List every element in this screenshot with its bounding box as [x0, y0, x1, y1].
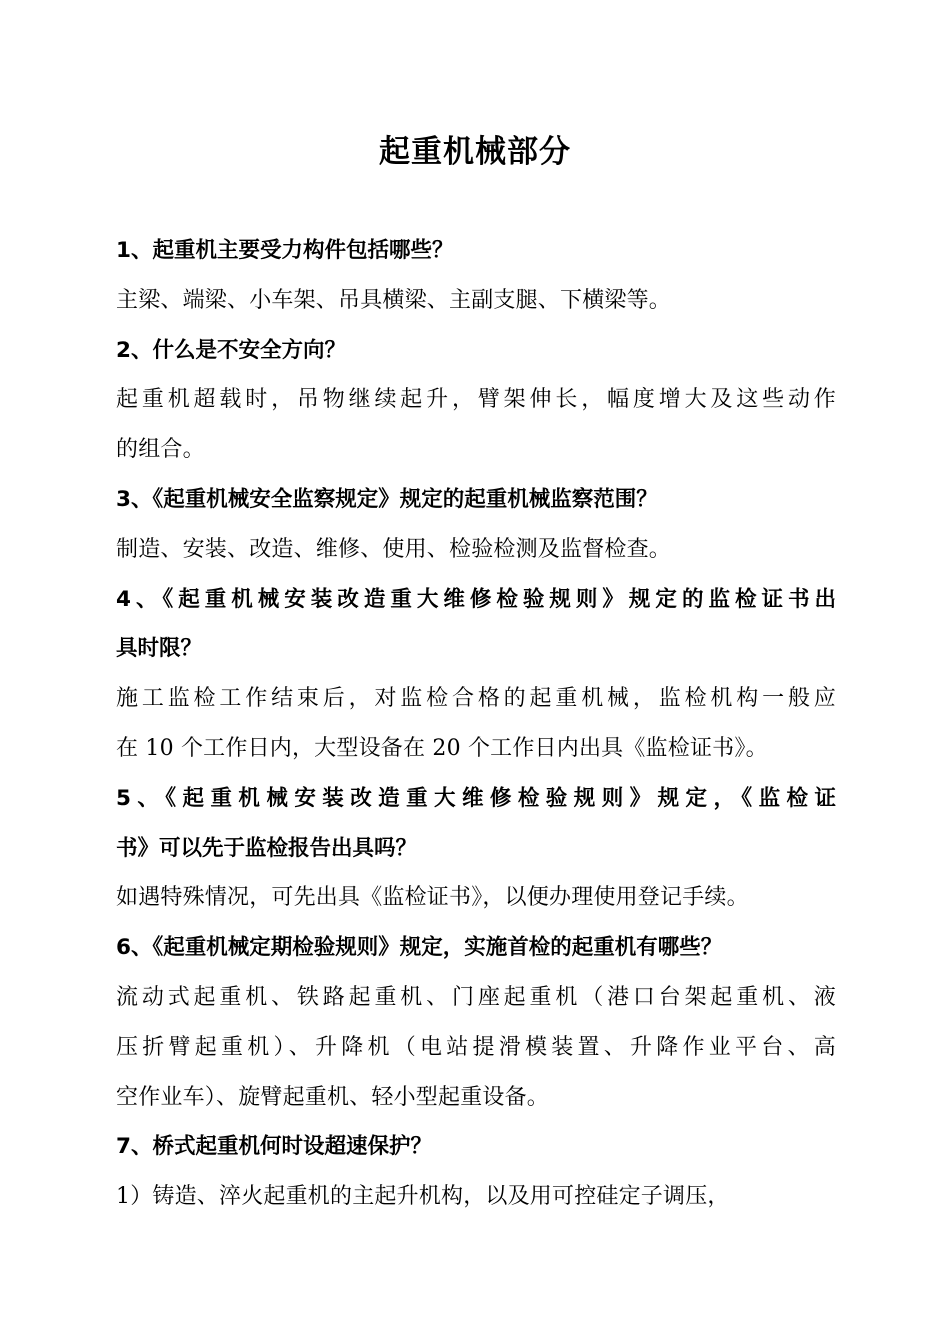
question-3-line-1: 3、《起重机械安全监察规定》规定的起重机械监察范围？: [116, 486, 658, 512]
answer-6-line-2: 压折臂起重机）、升降机（电站提滑模装置、升降作业平台、高: [116, 1034, 836, 1060]
question-2-line-1: 2、什么是不安全方向？: [116, 337, 346, 363]
answer-5-line-1: 如遇特殊情况，可先出具《监检证书》，以便办理使用登记手续。: [116, 885, 749, 911]
question-5-line-2: 书》可以先于监检报告出具吗？: [116, 835, 418, 861]
answer-6-line-3: 空作业车）、旋臂起重机、轻小型起重设备。: [116, 1084, 550, 1110]
page-title: 起重机械部分: [379, 134, 571, 170]
question-1-line-1: 1、起重机主要受力构件包括哪些？: [116, 238, 454, 263]
answer-1-line-1: 主梁、端梁、小车架、吊具横梁、主副支腿、下横梁等。: [116, 287, 672, 313]
answer-7-line-1: 1）铸造、淬火起重机的主起升机构，以及用可控硅定子调压，: [116, 1184, 730, 1210]
question-7-line-1: 7、桥式起重机何时设超速保护？: [116, 1134, 432, 1160]
qa-content: [116, 226, 836, 1222]
question-4-line-2: 具时限？: [116, 636, 203, 662]
question-5-line-1: 5、《起重机械安装改造重大维修检验规则》规定，《监检证: [116, 785, 836, 811]
answer-4-line-2: 在 10 个工作日内，大型设备在 20 个工作日内出具《监检证书》。: [116, 735, 768, 761]
question-4-line-1: 4、《起重机械安装改造重大维修检验规则》规定的监检证书出: [116, 586, 836, 612]
question-6-line-1: 6、《起重机械定期检验规则》规定，实施首检的起重机有哪些？: [116, 935, 723, 961]
answer-4-line-1: 施工监检工作结束后，对监检合格的起重机械，监检机构一般应: [116, 686, 836, 712]
answer-6-line-1: 流动式起重机、铁路起重机、门座起重机（港口台架起重机、液: [116, 984, 836, 1010]
answer-2-line-2: 的组合。: [116, 437, 205, 463]
answer-3-line-1: 制造、安装、改造、维修、使用、检验检测及监督检查。: [116, 536, 672, 562]
answer-2-line-1: 起重机超载时，吊物继续起升，臂架伸长，幅度增大及这些动作: [116, 387, 836, 413]
